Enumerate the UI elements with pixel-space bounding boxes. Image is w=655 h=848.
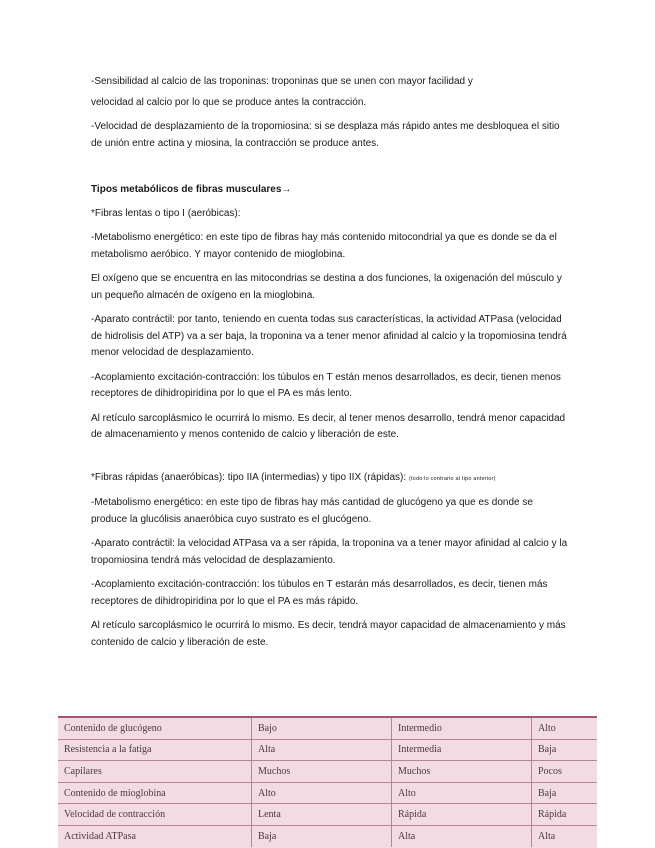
fast-contractile: -Aparato contráctil: la velocidad ATPasa va a ser rápida, la troponina va a tener mayor afinidad al calcio y la tropomiosina tendrá más velocidad de desplazamiento. xyxy=(91,538,568,566)
table-row xyxy=(58,739,597,761)
table-cell: Pocos xyxy=(532,761,598,783)
table-cell: Intermedio xyxy=(392,717,532,739)
fast-coupling: -Acoplamiento excitación-contracción: los túbulos en T estarán más desarrollados, es decir, tienen más receptores de dihidropiridina por lo que el PA es más rápido. xyxy=(91,579,548,607)
table-cell: Velocidad de contracción xyxy=(58,804,252,826)
paragraph-calcium-sensitivity-cont: velocidad al calcio por lo que se produce antes la contracción. xyxy=(91,96,367,108)
paragraph-calcium-sensitivity: -Sensibilidad al calcio de las troponinas: troponinas que se unen con mayor facilidad y xyxy=(91,76,473,87)
table-cell: Baja xyxy=(532,739,598,761)
slow-metabolism: -Metabolismo energético: en este tipo de fibras hay más contenido mitocondrial ya que es donde se da el metabolismo aeróbico. Y mayor contenido de mioglobina. xyxy=(91,232,557,260)
table-cell: Intermedia xyxy=(392,739,532,761)
fast-metabolism: -Metabolismo energético: en este tipo de fibras hay más cantidad de glucógeno ya que es donde se produce la glucólisis anaeróbica cuyo sustrato es el glucógeno. xyxy=(91,497,533,525)
table-cell: Alto xyxy=(252,782,392,804)
table-row xyxy=(58,804,597,826)
table-cell: Alta xyxy=(252,739,392,761)
table-cell: Baja xyxy=(252,825,392,846)
table-cell: Muchos xyxy=(252,761,392,783)
table-row xyxy=(58,717,597,739)
table-cell: Muchos xyxy=(392,761,532,783)
table-cell: Alta xyxy=(392,825,532,846)
table-cell: Bajo xyxy=(252,717,392,739)
comparison-table xyxy=(58,716,597,847)
fast-fibers-title xyxy=(91,470,569,488)
table-cell: Rápida xyxy=(532,804,598,826)
table-cell: Contenido de glucógeno xyxy=(58,717,252,739)
table-cell: Alta xyxy=(532,825,598,846)
section-heading: Tipos metabólicos de fibras musculares→ xyxy=(91,184,292,195)
fast-reticulum: Al retículo sarcoplásmico le ocurrirá lo mismo. Es decir, tendrá mayor capacidad de almacenamiento y más contenido de calcio y liberación de este. xyxy=(91,620,566,648)
document-body xyxy=(91,74,569,659)
slow-contractile: -Aparato contráctil: por tanto, teniendo en cuenta todas sus características, la actividad ATPasa (velocidad de hidrolisis del ATP) va a ser baja, la troponina va a tener menor afinidad al calcio y la tropomiosina tendrá menor velocidad de desplazamiento. xyxy=(91,314,567,358)
fast-title-text: *Fibras rápidas (anaeróbicas): tipo IIA (intermedias) y tipo IIX (rápidas): xyxy=(91,471,407,483)
slow-oxygen: El oxígeno que se encuentra en las mitocondrias se destina a dos funciones, la oxigenación del músculo y un pequeño almacén de oxígeno en la mioglobina. xyxy=(91,273,562,301)
table-cell: Alto xyxy=(532,717,598,739)
table-cell: Actividad ATPasa xyxy=(58,825,252,846)
paragraph-tropomyosin-speed: -Velocidad de desplazamiento de la tropomiosina: si se desplaza más rápido antes me desbloquea el sitio de unión entre actina y miosina, la contracción se produce antes. xyxy=(91,121,560,149)
fiber-comparison-table xyxy=(58,716,597,848)
fast-title-note: (todo lo contrario al tipo anterior) xyxy=(408,475,496,482)
table-cell: Alto xyxy=(392,782,532,804)
table-cell: Rápida xyxy=(392,804,532,826)
table-row xyxy=(58,782,597,804)
table-cell: Baja xyxy=(532,782,598,804)
table-row xyxy=(58,825,597,846)
slow-fibers-title: *Fibras lentas o tipo I (aeróbicas): xyxy=(91,207,241,219)
table-cell: Capilares xyxy=(58,761,252,783)
table-cell: Lenta xyxy=(252,804,392,826)
table-row xyxy=(58,761,597,783)
slow-coupling: -Acoplamiento excitación-contracción: los túbulos en T están menos desarrollados, es decir, tienen menos receptores de dihidropiridina por lo que el PA es más lento. xyxy=(91,371,561,399)
table-cell: Resistencia a la fatiga xyxy=(58,739,252,761)
table-cell: Contenido de mioglobina xyxy=(58,782,252,804)
slow-reticulum: Al retículo sarcoplásmico le ocurrirá lo mismo. Es decir, al tener menos desarrollo, tendrá menor capacidad de almacenamiento y menos contenido de calcio y liberación de este. xyxy=(91,412,566,440)
